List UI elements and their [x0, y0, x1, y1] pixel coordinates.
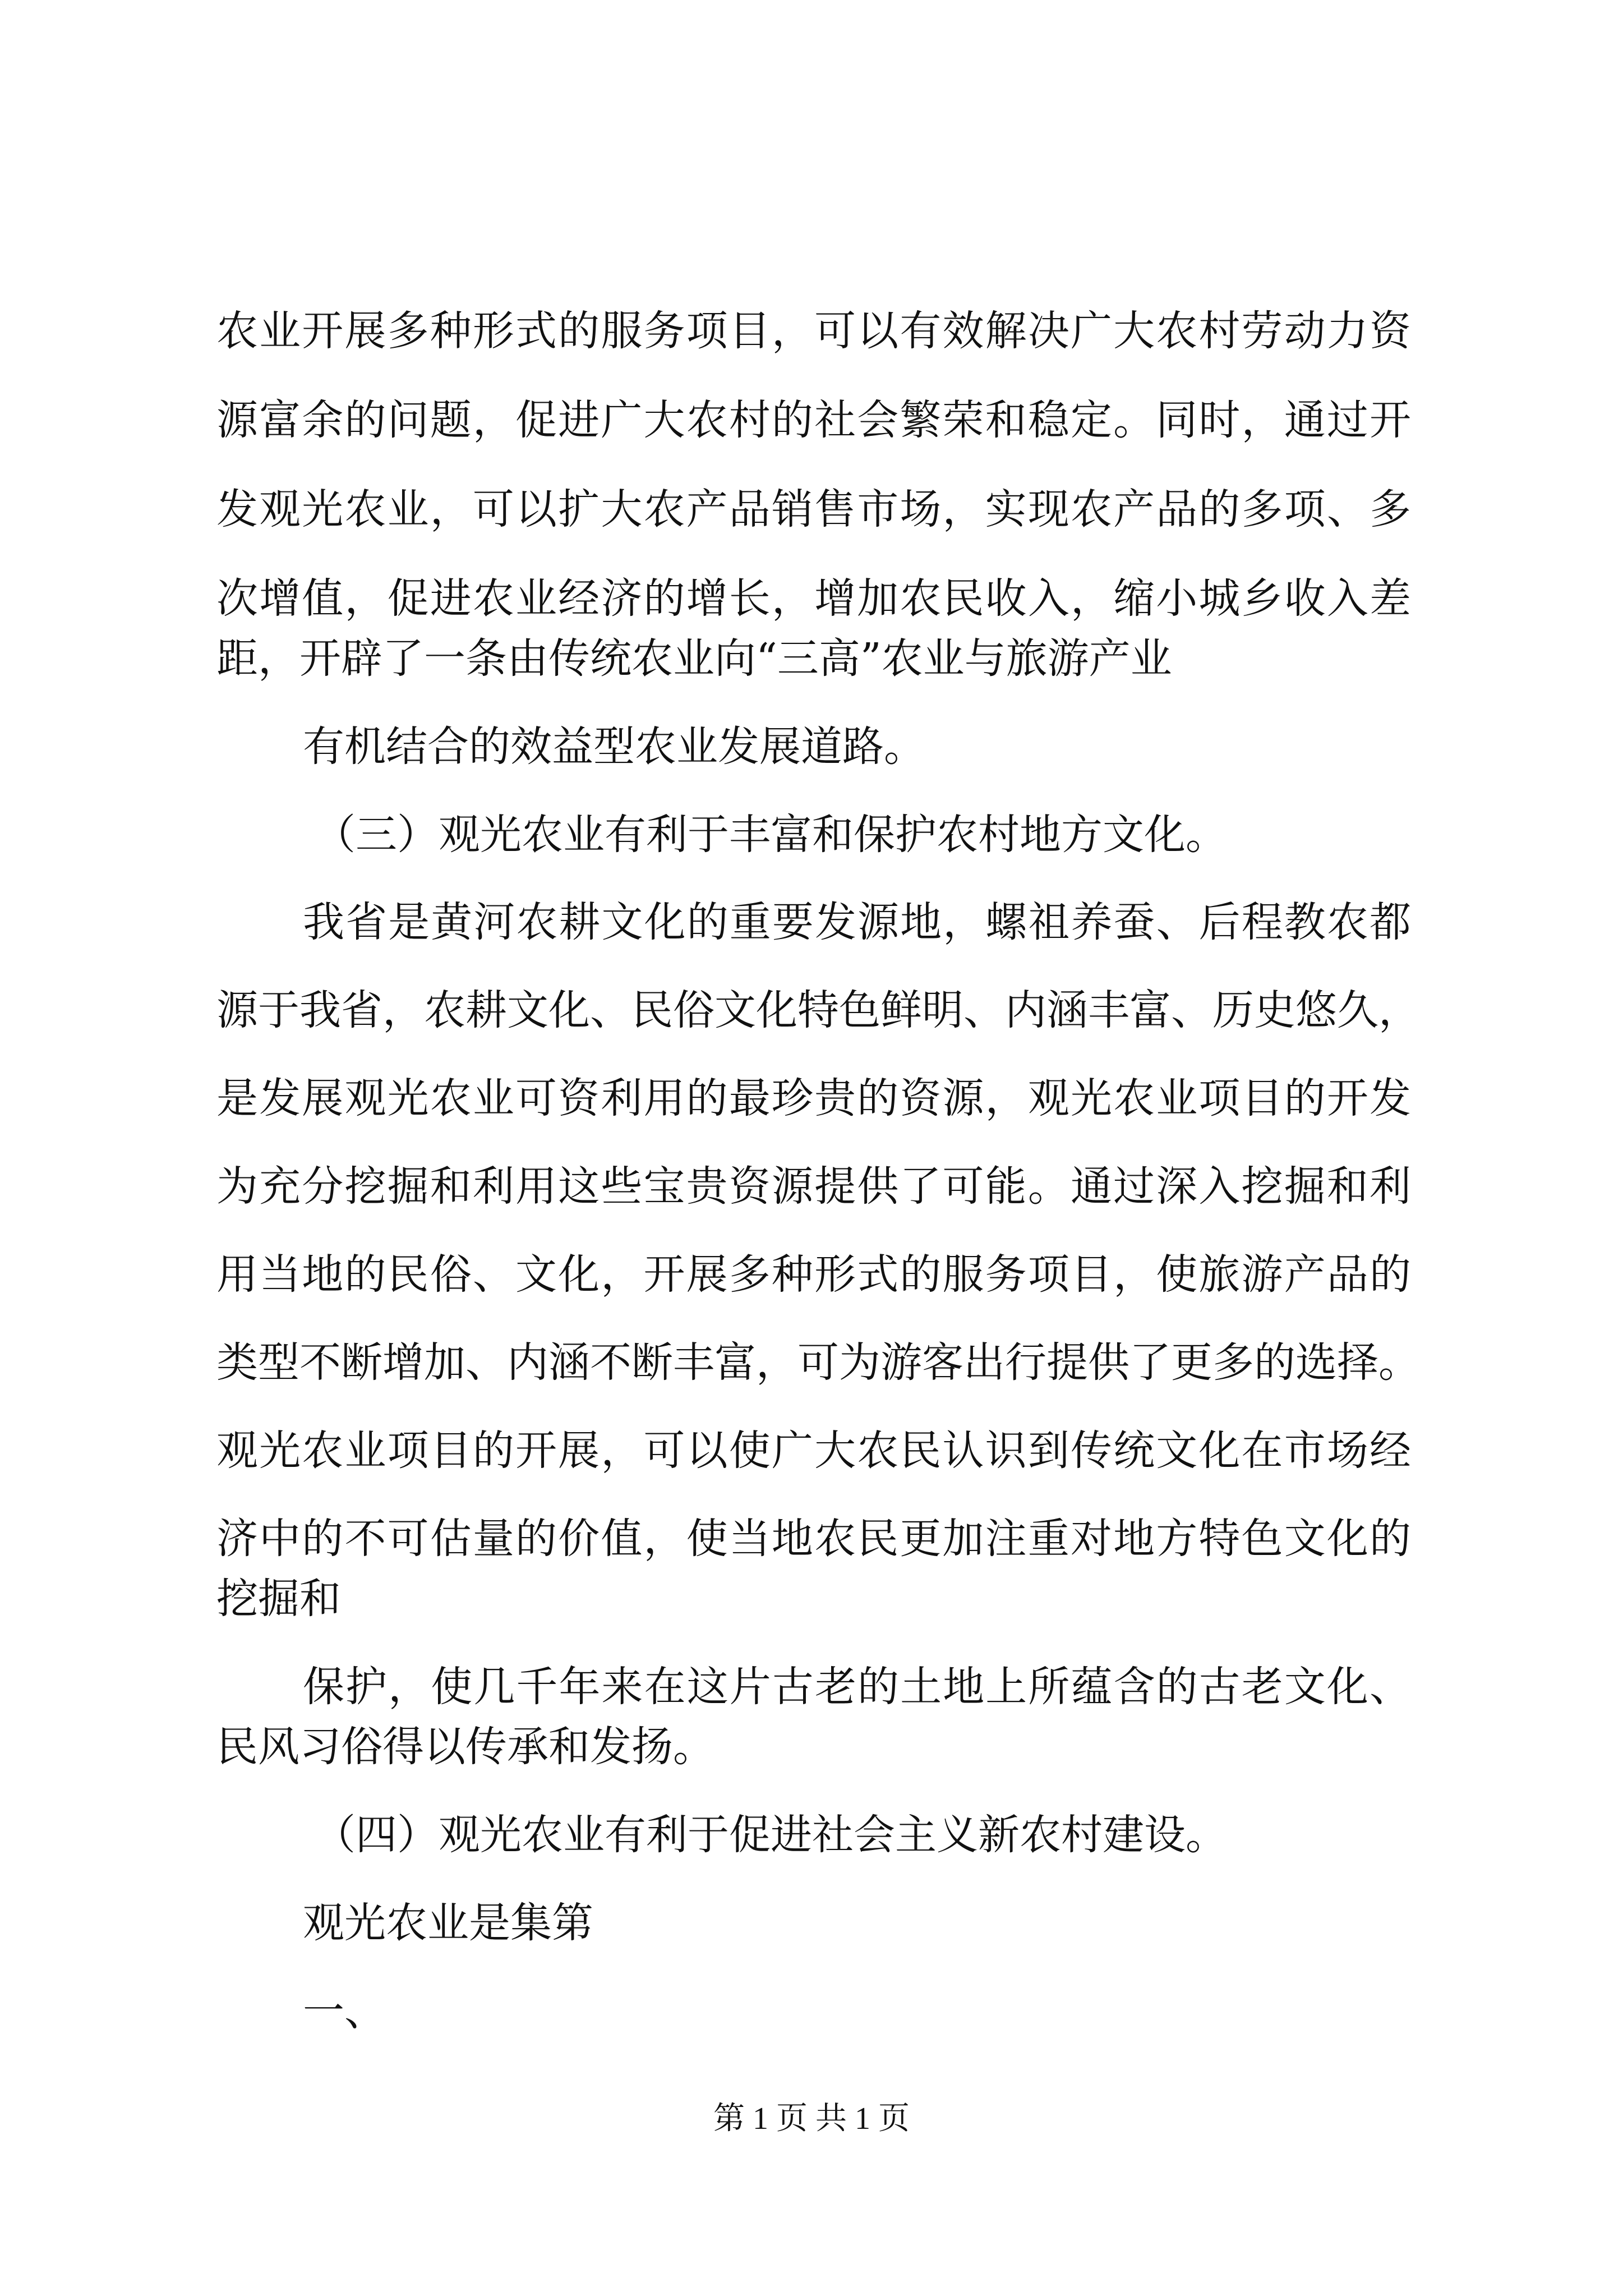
- body-text-line: 用当地的民俗、文化，开展多种形式的服务项目，使旅游产品的: [216, 1250, 1411, 1299]
- body-text-line: 类型不断增加、内涵不断丰富，可为游客出行提供了更多的选择。: [216, 1338, 1420, 1387]
- body-text-line: 保护，使几千年来在这片古老的土地上所蕴含的古老文化、: [303, 1663, 1411, 1711]
- body-text-line: 农业开展多种形式的服务项目，可以有效解决广大农村劳动力资: [216, 307, 1411, 355]
- body-text-line: 济中的不可估量的价值，使当地农民更加注重对地方特色文化的: [216, 1515, 1411, 1563]
- body-text-line: 民风习俗得以传承和发扬。: [216, 1723, 714, 1771]
- body-text-line: 距，开辟了一条由传统农业向“三高”农业与旅游产业: [216, 634, 1172, 683]
- body-text-line: 是发展观光农业可资利用的最珍贵的资源，观光农业项目的开发: [216, 1074, 1411, 1122]
- body-text-line: 一、: [303, 1987, 386, 2035]
- body-text-line: 源于我省，农耕文化、民俗文化特色鲜明、内涵丰富、历史悠久，: [216, 986, 1420, 1034]
- body-text-line: 观光农业是集第: [303, 1899, 593, 1947]
- body-text-line: 为充分挖掘和利用这些宝贵资源提供了可能。通过深入挖掘和利: [216, 1162, 1411, 1211]
- body-text-line: 我省是黄河农耕文化的重要发源地，螺祖养蚕、后程教农都: [303, 898, 1411, 946]
- body-text-line: 次增值，促进农业经济的增长，增加农民收入，缩小城乡收入差: [216, 574, 1411, 623]
- body-text-line: 发观光农业，可以扩大农产品销售市场，实现农产品的多项、多: [216, 485, 1411, 533]
- body-text-line: 挖掘和: [216, 1575, 341, 1623]
- body-text-line: 源富余的问题，促进广大农村的社会繁荣和稳定。同时，通过开: [216, 396, 1411, 444]
- section-heading-3: （三）观光农业有利于丰富和保护农村地方文化。: [314, 811, 1227, 859]
- body-text-line: 有机结合的效益型农业发展道路。: [303, 723, 925, 771]
- section-heading-4: （四）观光农业有利于促进社会主义新农村建设。: [314, 1811, 1227, 1859]
- body-text-line: 观光农业项目的开展，可以使广大农民认识到传统文化在市场经: [216, 1427, 1411, 1475]
- page-number-footer: 第 1 页 共 1 页: [713, 2101, 910, 2136]
